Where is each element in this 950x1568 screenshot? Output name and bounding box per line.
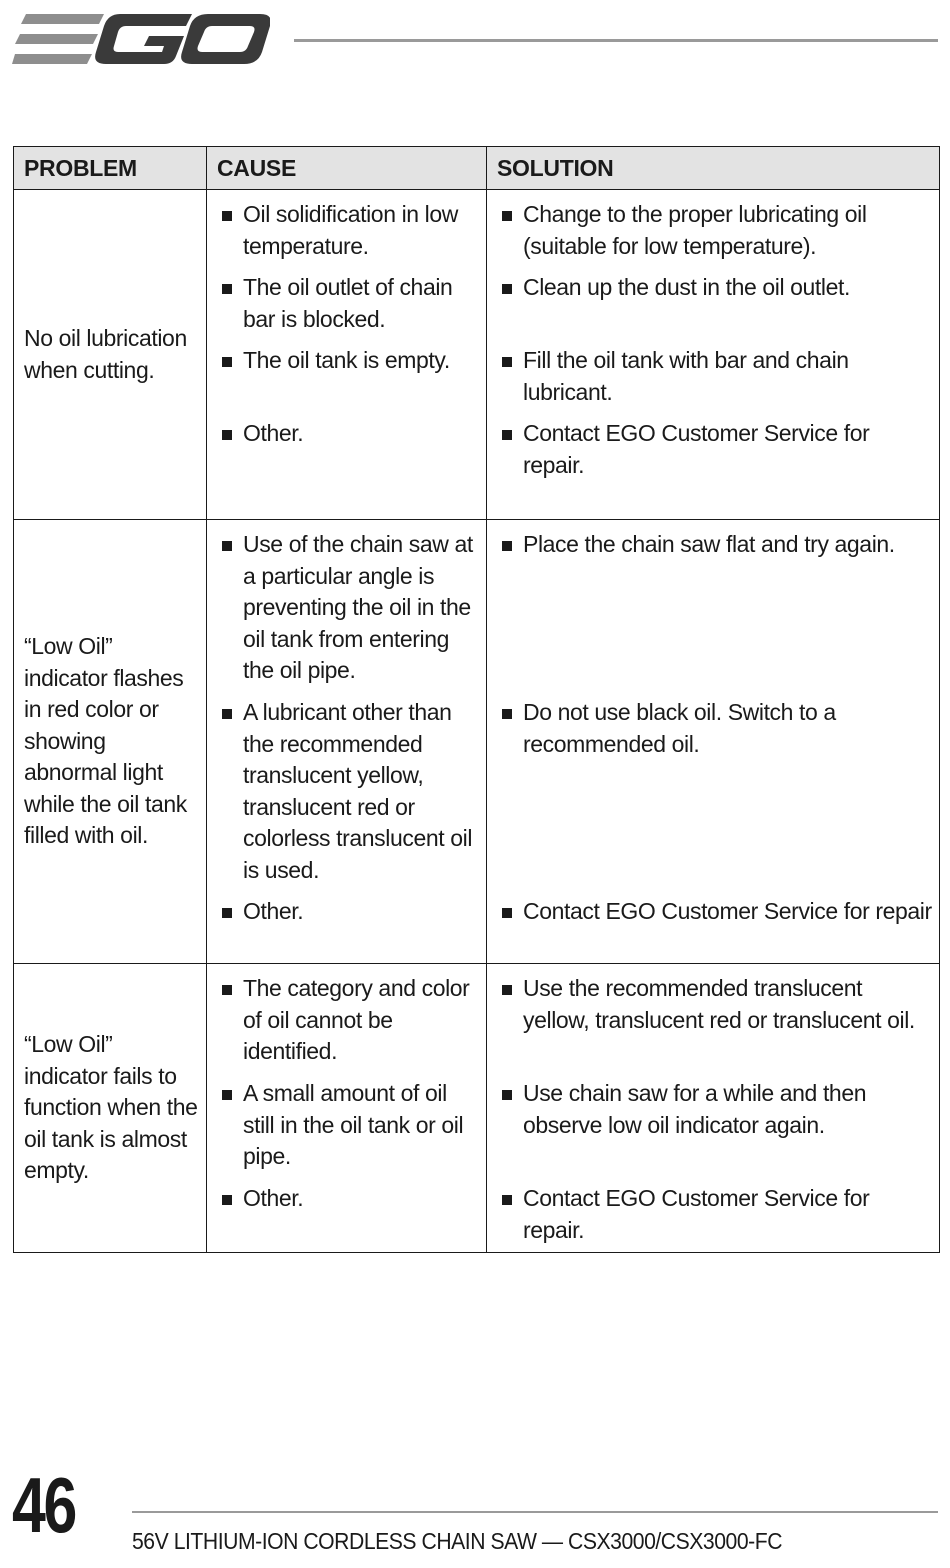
footer-divider [132,1511,938,1513]
solution-item: Place the chain saw flat and try again. [501,529,933,687]
solution-item: Clean up the dust in the oil outlet. [501,272,933,335]
solution-item: Fill the oil tank with bar and chain lubricant. [501,345,933,408]
problem-cell: “Low Oil” indicator flashes in red color or showing abnormal light while the oil tank filled with oil. [14,520,207,964]
problem-cell: “Low Oil” indicator fails to function when the oil tank is almost empty. [14,964,207,1253]
cause-item: Other. [221,1183,480,1215]
page-number: 46 [12,1461,75,1549]
solution-cell [487,964,940,1253]
cause-item: Oil solidification in low temperature. [221,199,480,262]
table-row [14,520,940,964]
header-divider [294,39,938,42]
cause-cell [207,520,487,964]
cause-cell [207,964,487,1253]
solution-item: Contact EGO Customer Service for repair [501,896,933,928]
column-header-problem: PROBLEM [14,147,207,190]
solution-item: Contact EGO Customer Service for repair. [501,418,933,481]
table-row [14,190,940,520]
troubleshooting-table [13,146,940,1253]
footer-product-title: 56V LITHIUM-ION CORDLESS CHAIN SAW — CSX3000/CSX3000-FC [132,1528,783,1554]
cause-item: The oil tank is empty. [221,345,480,408]
solution-item: Do not use black oil. Switch to a recommended oil. [501,697,933,886]
cause-cell [207,190,487,520]
ego-logo [12,10,270,68]
column-header-cause: CAUSE [207,147,487,190]
table-header-row [14,147,940,190]
cause-item: A small amount of oil still in the oil tank or oil pipe. [221,1078,480,1173]
solution-item: Change to the proper lubricating oil (suitable for low temperature). [501,199,933,262]
solution-item: Use chain saw for a while and then observe low oil indicator again. [501,1078,933,1173]
cause-item: Other. [221,418,480,450]
solution-cell [487,190,940,520]
page-header [0,0,950,80]
solution-cell [487,520,940,964]
solution-item: Contact EGO Customer Service for repair. [501,1183,933,1246]
cause-item: Other. [221,896,480,928]
problem-cell: No oil lubrication when cutting. [14,190,207,520]
cause-item: The category and color of oil cannot be identified. [221,973,480,1068]
table-row [14,964,940,1253]
solution-item: Use the recommended translucent yellow, translucent red or translucent oil. [501,973,933,1068]
cause-item: The oil outlet of chain bar is blocked. [221,272,480,335]
column-header-solution: SOLUTION [487,147,940,190]
cause-item: Use of the chain saw at a particular angle is preventing the oil in the oil tank from entering the oil pipe. [221,529,480,687]
cause-item: A lubricant other than the recommended translucent yellow, translucent red or colorless translucent oil is used. [221,697,480,886]
